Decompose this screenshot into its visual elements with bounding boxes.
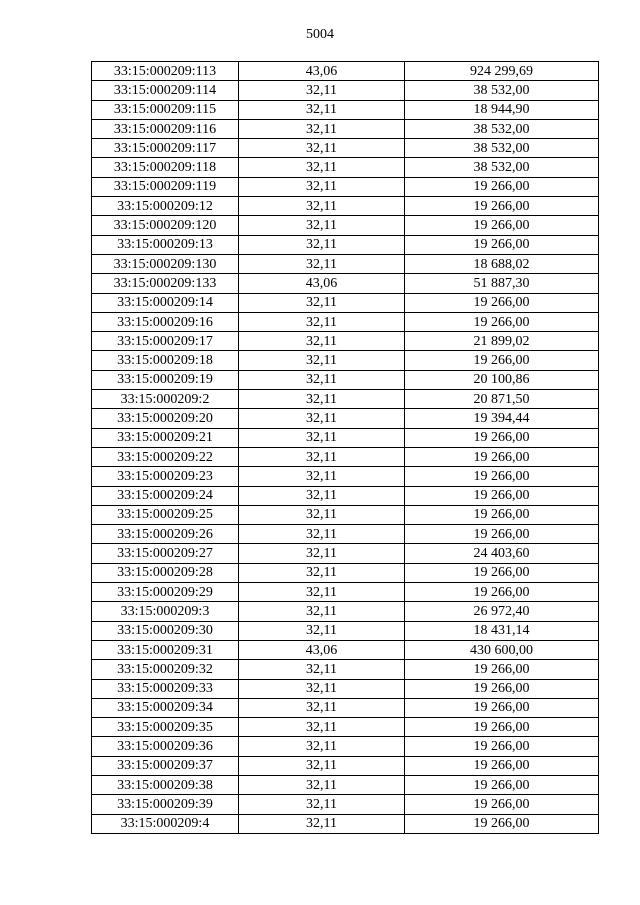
cadastral-number-cell: 33:15:000209:18 — [92, 351, 239, 370]
value-cell: 20 100,86 — [405, 370, 599, 389]
cadastral-number-cell: 33:15:000209:36 — [92, 737, 239, 756]
rate-cell: 32,11 — [239, 467, 405, 486]
cadastral-number-cell: 33:15:000209:34 — [92, 698, 239, 717]
cadastral-number-cell: 33:15:000209:114 — [92, 81, 239, 100]
rate-cell: 32,11 — [239, 119, 405, 138]
cadastral-number-cell: 33:15:000209:133 — [92, 274, 239, 293]
cadastral-number-cell: 33:15:000209:21 — [92, 428, 239, 447]
table-row — [92, 428, 599, 447]
table-row — [92, 505, 599, 524]
cadastral-number-cell: 33:15:000209:12 — [92, 197, 239, 216]
rate-cell: 32,11 — [239, 814, 405, 833]
cadastral-value-table — [91, 61, 599, 834]
rate-cell: 32,11 — [239, 100, 405, 119]
value-cell: 19 266,00 — [405, 679, 599, 698]
table-row — [92, 679, 599, 698]
cadastral-number-cell: 33:15:000209:19 — [92, 370, 239, 389]
table-row — [92, 583, 599, 602]
value-cell: 26 972,40 — [405, 602, 599, 621]
rate-cell: 32,11 — [239, 293, 405, 312]
cadastral-number-cell: 33:15:000209:116 — [92, 119, 239, 138]
cadastral-number-cell: 33:15:000209:37 — [92, 756, 239, 775]
value-cell: 19 266,00 — [405, 312, 599, 331]
value-cell: 19 266,00 — [405, 428, 599, 447]
table-row — [92, 795, 599, 814]
rate-cell: 32,11 — [239, 216, 405, 235]
rate-cell: 43,06 — [239, 62, 405, 81]
table-row — [92, 158, 599, 177]
table-row — [92, 81, 599, 100]
rate-cell: 32,11 — [239, 332, 405, 351]
value-cell: 19 266,00 — [405, 795, 599, 814]
table-row — [92, 177, 599, 196]
table-row — [92, 640, 599, 659]
cadastral-number-cell: 33:15:000209:22 — [92, 447, 239, 466]
rate-cell: 32,11 — [239, 139, 405, 158]
cadastral-number-cell: 33:15:000209:23 — [92, 467, 239, 486]
table-row — [92, 660, 599, 679]
cadastral-number-cell: 33:15:000209:25 — [92, 505, 239, 524]
table-row — [92, 274, 599, 293]
value-cell: 51 887,30 — [405, 274, 599, 293]
cadastral-number-cell: 33:15:000209:120 — [92, 216, 239, 235]
table-row — [92, 447, 599, 466]
table-row — [92, 698, 599, 717]
table-row — [92, 62, 599, 81]
rate-cell: 43,06 — [239, 640, 405, 659]
rate-cell: 32,11 — [239, 563, 405, 582]
value-cell: 19 266,00 — [405, 525, 599, 544]
table-row — [92, 351, 599, 370]
rate-cell: 32,11 — [239, 197, 405, 216]
cadastral-number-cell: 33:15:000209:14 — [92, 293, 239, 312]
cadastral-number-cell: 33:15:000209:27 — [92, 544, 239, 563]
value-cell: 20 871,50 — [405, 390, 599, 409]
cadastral-number-cell: 33:15:000209:31 — [92, 640, 239, 659]
value-cell: 19 266,00 — [405, 216, 599, 235]
cadastral-number-cell: 33:15:000209:32 — [92, 660, 239, 679]
rate-cell: 32,11 — [239, 447, 405, 466]
cadastral-number-cell: 33:15:000209:3 — [92, 602, 239, 621]
rate-cell: 32,11 — [239, 81, 405, 100]
rate-cell: 32,11 — [239, 235, 405, 254]
table-row — [92, 139, 599, 158]
table-row — [92, 544, 599, 563]
cadastral-number-cell: 33:15:000209:28 — [92, 563, 239, 582]
table-row — [92, 718, 599, 737]
cadastral-number-cell: 33:15:000209:113 — [92, 62, 239, 81]
cadastral-number-cell: 33:15:000209:33 — [92, 679, 239, 698]
value-cell: 19 266,00 — [405, 698, 599, 717]
value-cell: 19 266,00 — [405, 467, 599, 486]
rate-cell: 32,11 — [239, 795, 405, 814]
cadastral-number-cell: 33:15:000209:20 — [92, 409, 239, 428]
table-row — [92, 216, 599, 235]
value-cell: 19 266,00 — [405, 814, 599, 833]
page-number: 5004 — [306, 27, 334, 42]
rate-cell: 32,11 — [239, 486, 405, 505]
value-cell: 19 266,00 — [405, 583, 599, 602]
table-row — [92, 486, 599, 505]
rate-cell: 32,11 — [239, 544, 405, 563]
rate-cell: 32,11 — [239, 621, 405, 640]
value-cell: 19 266,00 — [405, 447, 599, 466]
table-row — [92, 756, 599, 775]
value-cell: 19 266,00 — [405, 737, 599, 756]
table-row — [92, 621, 599, 640]
value-cell: 38 532,00 — [405, 139, 599, 158]
table-row — [92, 100, 599, 119]
table-row — [92, 312, 599, 331]
table-row — [92, 525, 599, 544]
table-row — [92, 814, 599, 833]
rate-cell: 32,11 — [239, 660, 405, 679]
value-cell: 19 266,00 — [405, 505, 599, 524]
value-cell: 430 600,00 — [405, 640, 599, 659]
table-row — [92, 602, 599, 621]
rate-cell: 32,11 — [239, 351, 405, 370]
rate-cell: 32,11 — [239, 505, 405, 524]
rate-cell: 32,11 — [239, 390, 405, 409]
table-row — [92, 293, 599, 312]
cadastral-number-cell: 33:15:000209:4 — [92, 814, 239, 833]
table-row — [92, 563, 599, 582]
table-row — [92, 235, 599, 254]
cadastral-number-cell: 33:15:000209:39 — [92, 795, 239, 814]
cadastral-number-cell: 33:15:000209:17 — [92, 332, 239, 351]
cadastral-number-cell: 33:15:000209:24 — [92, 486, 239, 505]
table-row — [92, 254, 599, 273]
value-cell: 38 532,00 — [405, 81, 599, 100]
table-row — [92, 775, 599, 794]
cadastral-number-cell: 33:15:000209:130 — [92, 254, 239, 273]
cadastral-number-cell: 33:15:000209:117 — [92, 139, 239, 158]
rate-cell: 32,11 — [239, 525, 405, 544]
rate-cell: 32,11 — [239, 698, 405, 717]
value-cell: 19 266,00 — [405, 563, 599, 582]
value-cell: 19 394,44 — [405, 409, 599, 428]
table-row — [92, 332, 599, 351]
cadastral-number-cell: 33:15:000209:2 — [92, 390, 239, 409]
table-row — [92, 467, 599, 486]
table-row — [92, 370, 599, 389]
value-cell: 19 266,00 — [405, 486, 599, 505]
value-cell: 18 688,02 — [405, 254, 599, 273]
table-body — [92, 62, 599, 834]
value-cell: 19 266,00 — [405, 197, 599, 216]
cadastral-number-cell: 33:15:000209:119 — [92, 177, 239, 196]
rate-cell: 32,11 — [239, 158, 405, 177]
cadastral-number-cell: 33:15:000209:13 — [92, 235, 239, 254]
value-cell: 18 431,14 — [405, 621, 599, 640]
value-cell: 38 532,00 — [405, 119, 599, 138]
cadastral-number-cell: 33:15:000209:29 — [92, 583, 239, 602]
cadastral-number-cell: 33:15:000209:30 — [92, 621, 239, 640]
value-cell: 18 944,90 — [405, 100, 599, 119]
table-row — [92, 119, 599, 138]
rate-cell: 32,11 — [239, 177, 405, 196]
rate-cell: 43,06 — [239, 274, 405, 293]
value-cell: 38 532,00 — [405, 158, 599, 177]
table-row — [92, 409, 599, 428]
cadastral-number-cell: 33:15:000209:38 — [92, 775, 239, 794]
rate-cell: 32,11 — [239, 428, 405, 447]
table-row — [92, 390, 599, 409]
value-cell: 924 299,69 — [405, 62, 599, 81]
value-cell: 19 266,00 — [405, 660, 599, 679]
cadastral-number-cell: 33:15:000209:26 — [92, 525, 239, 544]
cadastral-number-cell: 33:15:000209:16 — [92, 312, 239, 331]
cadastral-number-cell: 33:15:000209:118 — [92, 158, 239, 177]
value-cell: 21 899,02 — [405, 332, 599, 351]
value-cell: 24 403,60 — [405, 544, 599, 563]
value-cell: 19 266,00 — [405, 756, 599, 775]
cadastral-number-cell: 33:15:000209:35 — [92, 718, 239, 737]
table-row — [92, 737, 599, 756]
table-row — [92, 197, 599, 216]
value-cell: 19 266,00 — [405, 235, 599, 254]
value-cell: 19 266,00 — [405, 351, 599, 370]
rate-cell: 32,11 — [239, 718, 405, 737]
rate-cell: 32,11 — [239, 756, 405, 775]
value-cell: 19 266,00 — [405, 775, 599, 794]
rate-cell: 32,11 — [239, 409, 405, 428]
rate-cell: 32,11 — [239, 679, 405, 698]
rate-cell: 32,11 — [239, 312, 405, 331]
rate-cell: 32,11 — [239, 254, 405, 273]
rate-cell: 32,11 — [239, 602, 405, 621]
cadastral-number-cell: 33:15:000209:115 — [92, 100, 239, 119]
value-cell: 19 266,00 — [405, 177, 599, 196]
value-cell: 19 266,00 — [405, 293, 599, 312]
value-cell: 19 266,00 — [405, 718, 599, 737]
rate-cell: 32,11 — [239, 775, 405, 794]
rate-cell: 32,11 — [239, 583, 405, 602]
rate-cell: 32,11 — [239, 737, 405, 756]
rate-cell: 32,11 — [239, 370, 405, 389]
